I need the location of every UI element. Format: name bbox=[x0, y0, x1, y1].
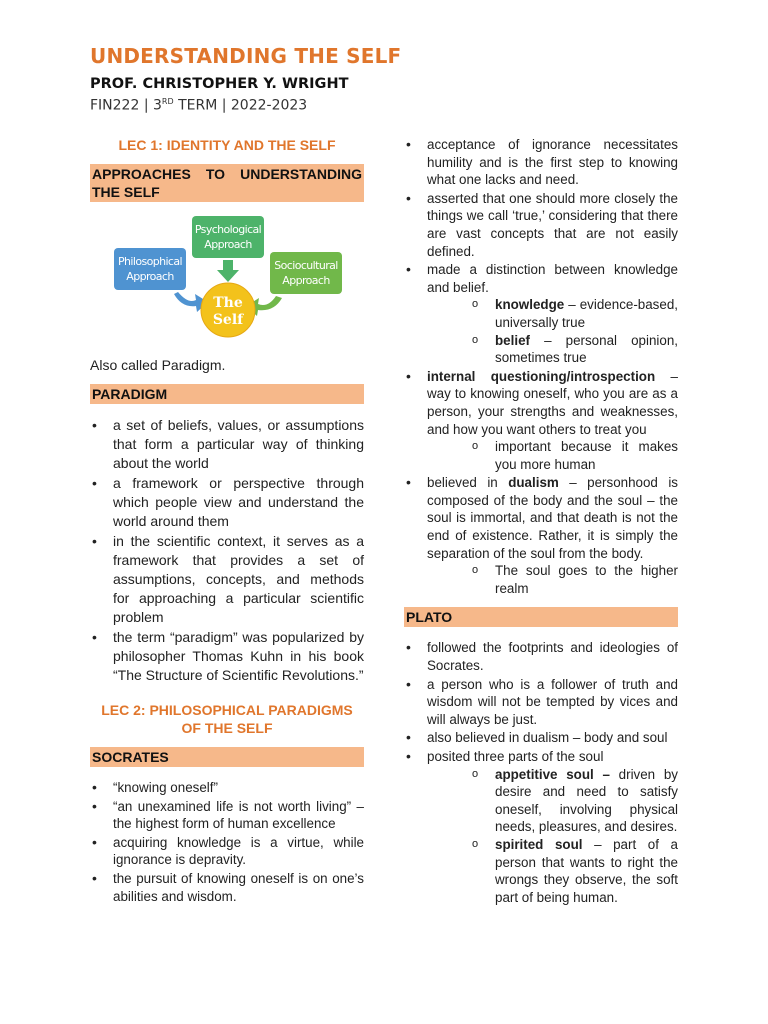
list-item: • also believed in dualism – body and soul bbox=[404, 729, 678, 747]
socrates-continued-list bbox=[404, 136, 678, 597]
lec2-heading-line1: LEC 2: PHILOSOPHICAL PARADIGMS bbox=[101, 702, 353, 718]
list-item: • the pursuit of knowing oneself is on one’s abilities and wisdom. bbox=[90, 870, 364, 905]
term-appetitive-soul: appetitive soul – bbox=[495, 766, 610, 782]
term-spirited-soul: spirited soul bbox=[495, 836, 583, 852]
approaches-diagram bbox=[90, 208, 364, 346]
sub-list-item bbox=[472, 766, 678, 836]
psychological-arrow bbox=[217, 260, 239, 282]
self-label-line2: Self bbox=[212, 312, 244, 328]
plato-band: PLATO bbox=[404, 607, 678, 627]
term-dualism: dualism bbox=[508, 475, 559, 491]
list-item: • a person who is a follower of truth and wisdom will not be tempted by vices and will always be just. bbox=[404, 676, 678, 729]
list-item: • the term “paradigm” was popularized by philosopher Thomas Kuhn in his book “The Structure of Scientific Revolutions.” bbox=[90, 628, 364, 685]
sub-list-item bbox=[472, 332, 678, 367]
list-item: • “knowing oneself” bbox=[90, 779, 364, 797]
sub-list-item: o The soul goes to the higher realm bbox=[472, 562, 678, 597]
philosophical-label-line2: Approach bbox=[126, 270, 174, 283]
list-item-text: made a distinction between knowledge and belief. bbox=[427, 262, 678, 295]
list-item: • in the scientific context, it serves as a framework that provides a set of assumptions, concepts, and methods for approaching a particular scientific problem bbox=[90, 532, 364, 627]
paradigm-list bbox=[90, 416, 364, 685]
term-introspection: internal questioning/introspection bbox=[427, 368, 656, 384]
socrates-list bbox=[90, 779, 364, 905]
paradigm-band: PARADIGM bbox=[90, 384, 364, 404]
course-ordinal: RD bbox=[161, 97, 174, 106]
philosophical-label-line1: Philosophical bbox=[118, 255, 182, 268]
list-item: • followed the footprints and ideologies of Socrates. bbox=[404, 639, 678, 674]
list-item: • a set of beliefs, values, or assumptions that form a particular way of thinking about the world bbox=[90, 416, 364, 473]
term-belief: belief bbox=[495, 332, 530, 348]
psychological-label-line1: Psychological bbox=[194, 223, 262, 236]
document-title: UNDERSTANDING THE SELF bbox=[90, 44, 402, 68]
list-item: • asserted that one should more closely the things we call ‘true,’ considering that there are vast concepts that are not easily defined. bbox=[404, 190, 678, 260]
plato-list bbox=[404, 639, 678, 906]
course-term: TERM | 2022-2023 bbox=[173, 97, 308, 114]
sociocultural-label-line2: Approach bbox=[282, 274, 330, 287]
definition-introspection: – way to knowing oneself, who you are as a person, your strengths and weaknesses, and how you want others to treat you bbox=[427, 368, 678, 437]
list-item bbox=[404, 474, 678, 597]
list-item: • acquiring knowledge is a virtue, while ignorance is depravity. bbox=[90, 834, 364, 869]
socrates-band: SOCRATES bbox=[90, 747, 364, 767]
self-label-line1: The bbox=[213, 295, 243, 311]
lec1-heading: LEC 1: IDENTITY AND THE SELF bbox=[118, 137, 336, 153]
sociocultural-label-line1: Sociocultural bbox=[274, 259, 338, 272]
sub-list bbox=[427, 766, 678, 907]
course-info bbox=[90, 97, 307, 114]
dualism-prefix: believed in bbox=[427, 475, 509, 491]
sub-list bbox=[427, 438, 678, 473]
definition-spirited-soul: – part of a person that wants to right the wrongs they observe, the soft part of being human. bbox=[495, 836, 678, 905]
definition-belief: – personal opinion, sometimes true bbox=[495, 332, 678, 366]
approaches-diagram-svg bbox=[90, 208, 364, 346]
lec2-heading-line2: OF THE SELF bbox=[181, 720, 273, 736]
sub-list-item: o important because it makes you more human bbox=[472, 438, 678, 473]
professor-name: PROF. CHRISTOPHER Y. WRIGHT bbox=[90, 76, 349, 92]
list-item: • “an unexamined life is not worth living” – the highest form of human excellence bbox=[90, 798, 364, 833]
list-item bbox=[404, 368, 678, 474]
lec2-heading bbox=[90, 701, 364, 737]
list-item bbox=[404, 748, 678, 906]
definition-appetitive-soul: driven by desire and need to satisfy oneself, involving physical needs, pleasures, and desires. bbox=[495, 766, 678, 835]
term-knowledge: knowledge bbox=[495, 297, 565, 313]
left-column bbox=[90, 128, 364, 906]
psychological-label-line2: Approach bbox=[204, 238, 252, 251]
course-code: FIN222 | 3 bbox=[90, 97, 162, 114]
definition-knowledge: – evidence-based, universally true bbox=[495, 297, 678, 330]
list-item bbox=[404, 261, 678, 367]
also-called-text: Also called Paradigm. bbox=[90, 357, 226, 373]
sub-list bbox=[427, 562, 678, 597]
list-item: • acceptance of ignorance necessitates humility and is the first step to knowing what one lacks and need. bbox=[404, 136, 678, 189]
list-item: • a framework or perspective through which people view and understand the world around them bbox=[90, 474, 364, 531]
sub-list bbox=[427, 296, 678, 366]
sub-list-item bbox=[472, 296, 678, 331]
right-column bbox=[404, 136, 678, 907]
approaches-band: APPROACHES TO UNDERSTANDING THE SELF bbox=[92, 166, 362, 200]
list-item-text: posited three parts of the soul bbox=[427, 749, 604, 764]
definition-dualism: – personhood is composed of the body and the soul – the soul is immortal, and that death is not the end of existence. Rather, it is simply the separation of the soul from the body. bbox=[427, 475, 678, 561]
sub-list-item bbox=[472, 836, 678, 906]
